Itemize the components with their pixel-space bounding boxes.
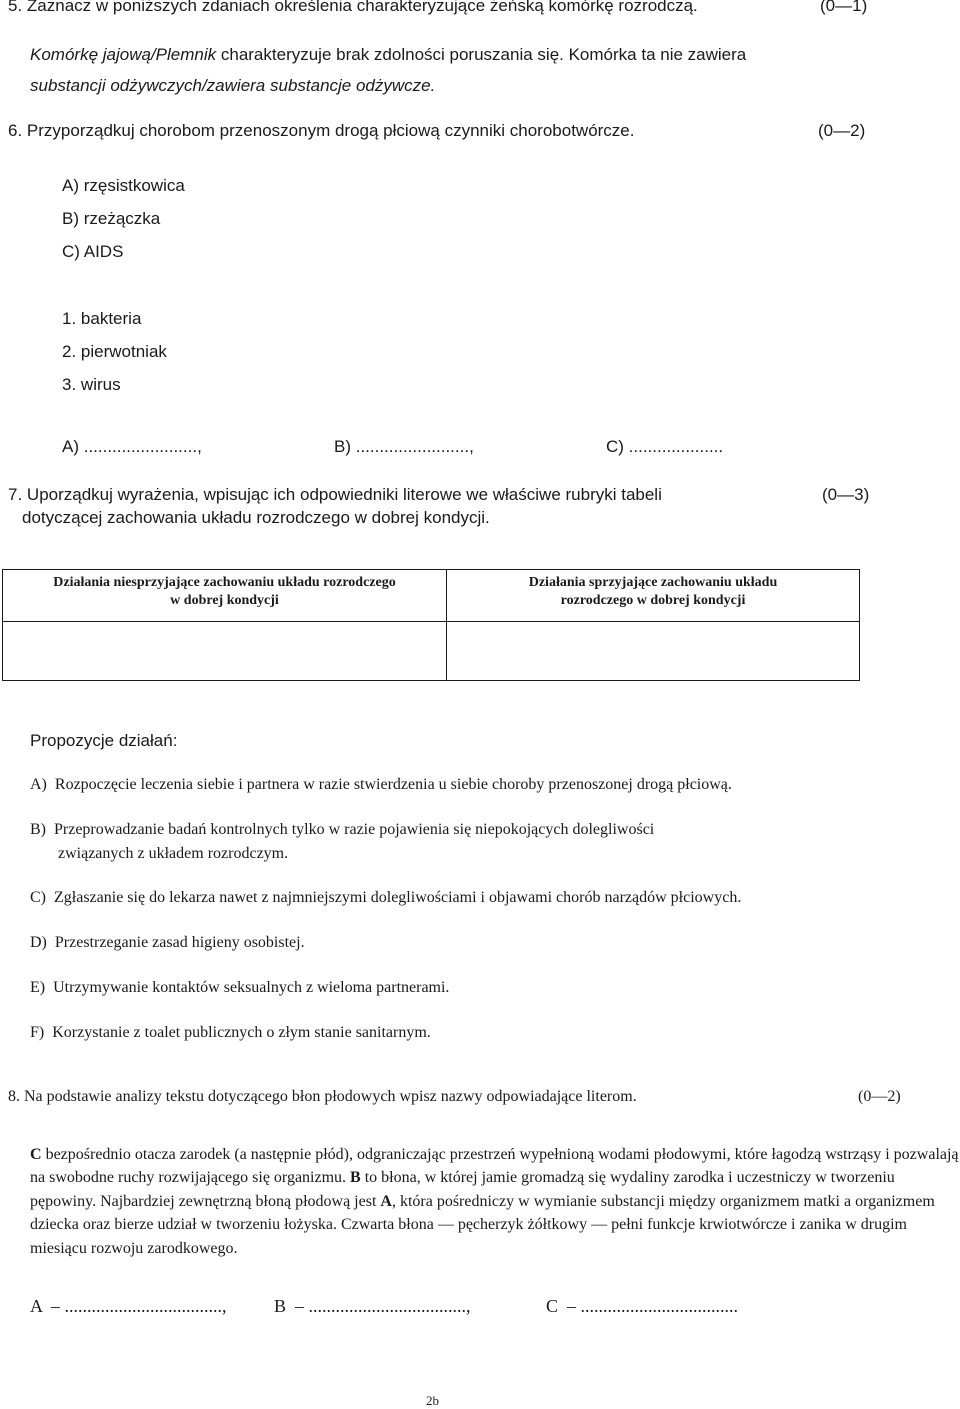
q6-disease-c: C) AIDS	[62, 242, 124, 261]
q6-agent-2: 2. pierwotniak	[62, 342, 167, 361]
q7-proposal-c: C) Zgłaszanie się do lekarza nawet z najmniejszymi dolegliwościami i objawami chorób narządów płciowych.	[30, 889, 742, 906]
q7-proposal-b-cont: związanych z układem rozrodczym.	[58, 845, 289, 862]
table-header-favorable: Działania sprzyjające zachowaniu układu rozrodczego w dobrej kondycji	[528, 575, 778, 608]
table-header-unfavorable: Działania niesprzyjające zachowaniu układu rozrodczego w dobrej kondycji	[53, 575, 396, 608]
table-answer-cell-favorable[interactable]	[447, 623, 859, 679]
q7-proposal-d: D) Przestrzeganie zasad higieny osobistej.	[30, 934, 305, 951]
q5-points: (0—1)	[820, 0, 868, 15]
q6-disease-b: B) rzeżączka	[62, 209, 161, 228]
q7-number: 7.	[8, 485, 23, 504]
q7-table	[2, 569, 860, 681]
q6-answer-c[interactable]: C) ....................	[606, 437, 724, 456]
q7-prompt-line2: dotyczącej zachowania układu rozrodczego w dobrej kondycji.	[22, 508, 490, 527]
table-answer-cell-unfavorable[interactable]	[3, 623, 446, 679]
q8-text-paragraph: C bezpośrednio otacza zarodek (a następnie płód), odgraniczając przestrzeń wypełnioną wodami płodowymi, które łagodzą wstrząsy i pozwalają na swobodne ruchy rozwijającego się organizmu. B to błona, w której jamie gromadzą się wydaliny zarodka i uczestniczy w tworzeniu pępowiny. Najbardziej zewnętrzną błoną płodową jest A, która pośredniczy w wymianie substancji między organizmem matki a organizmem dziecka oraz bierze udział w tworzeniu łożyska. Czwarta błona — pęcherzyk żółtkowy — pełni funkcje krwiotwórcze i zanika w drugim miesiącu rozwoju zarodkowego.	[30, 1146, 959, 1257]
q8-answer-a[interactable]: A – ...................................,	[30, 1296, 227, 1316]
q6-agent-3: 3. wirus	[62, 375, 121, 394]
q7-proposals-title: Propozycje działań:	[30, 731, 178, 750]
q6-points: (0—2)	[818, 121, 866, 140]
q5-number: 5.	[8, 0, 23, 15]
q5-text: Zaznacz w poniższych zdaniach określenia charakteryzujące żeńską komórkę rozrodczą.	[26, 0, 698, 15]
q6-answer-b[interactable]: B) ........................,	[334, 437, 474, 456]
q8-number: 8.	[8, 1088, 20, 1105]
q7-proposal-e: E) Utrzymywanie kontaktów seksualnych z wieloma partnerami.	[30, 979, 450, 996]
q8-answer-c[interactable]: C – ...................................	[546, 1296, 739, 1316]
q7-proposal-b: B) Przeprowadzanie badań kontrolnych tylko w razie pojawienia się niepokojących dolegliwości	[30, 821, 655, 838]
q7-proposal-f: F) Korzystanie z toalet publicznych o złym stanie sanitarnym.	[30, 1024, 431, 1041]
table-divider-horizontal	[3, 621, 859, 622]
q7-proposal-a: A) Rozpoczęcie leczenia siebie i partnera w razie stwierdzenia u siebie choroby przenoszonej drogą płciową.	[30, 776, 732, 793]
q5-option-cell[interactable]: Komórkę jajową/Plemnik	[30, 45, 217, 64]
q6-prompt	[8, 121, 634, 141]
q7-points: (0—3)	[822, 485, 870, 504]
q6-number: 6.	[8, 121, 23, 140]
q6-agent-1: 1. bakteria	[62, 309, 142, 328]
q6-answer-a[interactable]: A) ........................,	[62, 437, 202, 456]
q7-prompt-line1: 7. Uporządkuj wyrażenia, wpisując ich odpowiedniki literowe we właściwe rubryki tabeli	[8, 485, 662, 504]
q5-prompt	[8, 0, 698, 16]
q5-sentence-rest: charakteryzuje brak zdolności poruszania się. Komórka ta nie zawiera	[216, 45, 747, 64]
q8-points: (0—2)	[858, 1088, 901, 1105]
q6-disease-a: A) rzęsistkowica	[62, 176, 185, 195]
q6-text: Przyporządkuj chorobom przenoszonym drogą płciową czynniki chorobotwórcze.	[26, 121, 635, 140]
q5-sentence-line2[interactable]: substancji odżywczych/zawiera substancje odżywcze.	[30, 76, 436, 95]
q5-sentence-line1	[30, 45, 746, 65]
q8-prompt: 8. Na podstawie analizy tekstu dotyczącego błon płodowych wpisz nazwy odpowiadające literom.	[8, 1088, 637, 1105]
q8-answer-b[interactable]: B – ...................................,	[274, 1296, 471, 1316]
page-label: 2b	[426, 1393, 439, 1408]
